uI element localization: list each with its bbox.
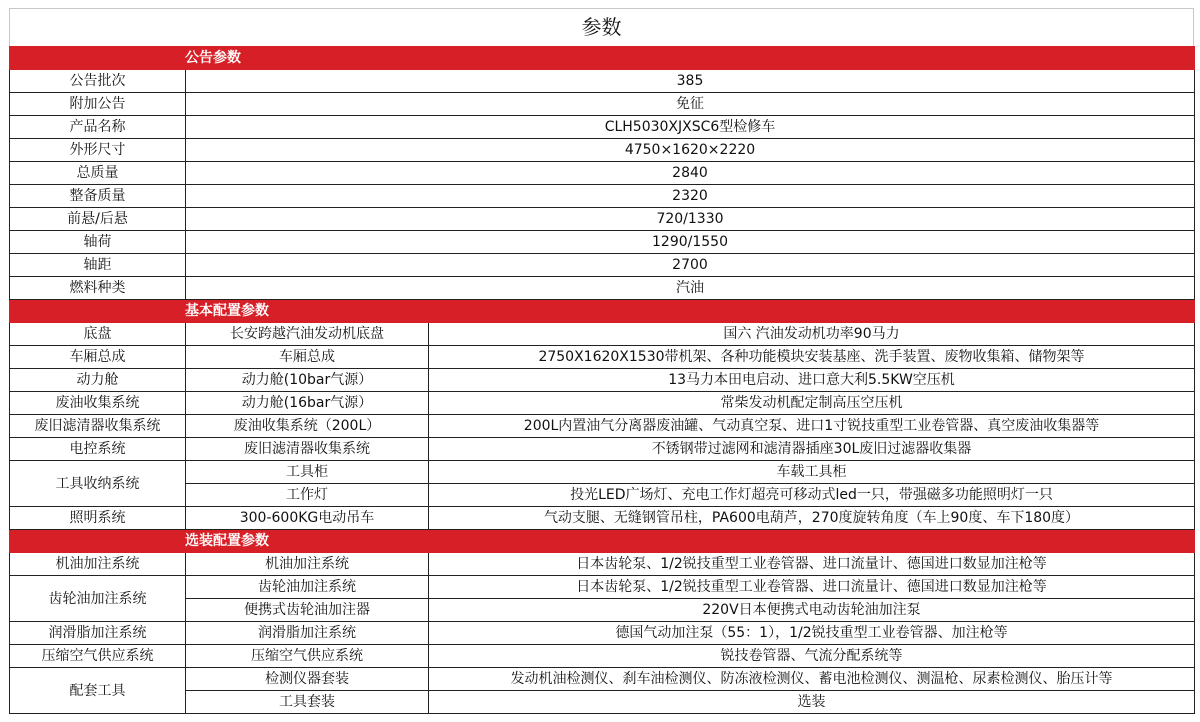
table-row <box>10 553 1195 576</box>
system-cell: 工具收纳系统 <box>10 461 186 507</box>
table-row <box>10 93 1195 116</box>
description-cell: 常柴发动机配定制高压空压机 <box>429 392 1195 415</box>
component-cell: 车厢总成 <box>186 346 429 369</box>
table-row <box>10 323 1195 346</box>
param-label: 前悬/后悬 <box>10 208 186 231</box>
table-row <box>10 645 1195 668</box>
table-row <box>10 231 1195 254</box>
system-cell: 压缩空气供应系统 <box>10 645 186 668</box>
param-value: 2700 <box>186 254 1195 277</box>
param-label: 外形尺寸 <box>10 139 186 162</box>
component-cell: 压缩空气供应系统 <box>186 645 429 668</box>
component-cell: 便携式齿轮油加注器 <box>186 599 429 622</box>
table-row <box>10 185 1195 208</box>
param-value: 1290/1550 <box>186 231 1195 254</box>
table-row <box>10 507 1195 530</box>
param-label: 附加公告 <box>10 93 186 116</box>
description-cell: 国六 汽油发动机功率90马力 <box>429 323 1195 346</box>
system-cell: 润滑脂加注系统 <box>10 622 186 645</box>
spec-sheet <box>9 8 1194 714</box>
system-cell: 废旧滤清器收集系统 <box>10 415 186 438</box>
table-row <box>10 139 1195 162</box>
param-value: CLH5030XJXSC6型检修车 <box>186 116 1195 139</box>
param-label: 整备质量 <box>10 185 186 208</box>
table-row <box>10 162 1195 185</box>
description-cell: 日本齿轮泵、1/2锐技重型工业卷管器、进口流量计、德国进口数显加注枪等 <box>429 576 1195 599</box>
description-cell: 锐技卷管器、气流分配系统等 <box>429 645 1195 668</box>
section-header-optional <box>10 530 1195 553</box>
system-cell: 电控系统 <box>10 438 186 461</box>
component-cell: 工作灯 <box>186 484 429 507</box>
param-value: 免征 <box>186 93 1195 116</box>
description-cell: 不锈钢带过滤网和滤清器插座30L废旧过滤器收集器 <box>429 438 1195 461</box>
component-cell: 300-600KG电动吊车 <box>186 507 429 530</box>
page-title: 参数 <box>9 8 1194 46</box>
description-cell: 220V日本便携式电动齿轮油加注泵 <box>429 599 1195 622</box>
param-label: 轴距 <box>10 254 186 277</box>
component-cell: 工具柜 <box>186 461 429 484</box>
system-cell: 机油加注系统 <box>10 553 186 576</box>
description-cell: 气动支腿、无缝钢管吊柱，PA600电葫芦，270度旋转角度（车上90度、车下180度） <box>429 507 1195 530</box>
table-row <box>10 461 1195 484</box>
table-row <box>10 369 1195 392</box>
table-row <box>10 277 1195 300</box>
table-row <box>10 208 1195 231</box>
component-cell: 长安跨越汽油发动机底盘 <box>186 323 429 346</box>
param-value: 2840 <box>186 162 1195 185</box>
table-row <box>10 70 1195 93</box>
table-row <box>10 254 1195 277</box>
section-header-basic <box>10 300 1195 323</box>
system-cell: 齿轮油加注系统 <box>10 576 186 622</box>
param-value: 2320 <box>186 185 1195 208</box>
param-label: 燃料种类 <box>10 277 186 300</box>
system-cell: 动力舱 <box>10 369 186 392</box>
param-value: 4750×1620×2220 <box>186 139 1195 162</box>
component-cell: 动力舱(10bar气源） <box>186 369 429 392</box>
param-value: 汽油 <box>186 277 1195 300</box>
table-row <box>10 691 1195 714</box>
component-cell: 检测仪器套装 <box>186 668 429 691</box>
table-row <box>10 668 1195 691</box>
param-label: 轴荷 <box>10 231 186 254</box>
component-cell: 废油收集系统（200L） <box>186 415 429 438</box>
component-cell: 机油加注系统 <box>186 553 429 576</box>
component-cell: 废旧滤清器收集系统 <box>186 438 429 461</box>
component-cell: 动力舱(16bar气源） <box>186 392 429 415</box>
table-row <box>10 415 1195 438</box>
description-cell: 2750X1620X1530带机架、各种功能模块安装基座、洗手装置、废物收集箱、储物架等 <box>429 346 1195 369</box>
table-row <box>10 484 1195 507</box>
table-row <box>10 576 1195 599</box>
description-cell: 车载工具柜 <box>429 461 1195 484</box>
param-value: 385 <box>186 70 1195 93</box>
param-label: 公告批次 <box>10 70 186 93</box>
param-label: 产品名称 <box>10 116 186 139</box>
system-cell: 车厢总成 <box>10 346 186 369</box>
system-cell: 底盘 <box>10 323 186 346</box>
description-cell: 200L内置油气分离器废油罐、气动真空泵、进口1寸锐技重型工业卷管器、真空废油收集器等 <box>429 415 1195 438</box>
section-title: 公告参数 <box>10 47 1195 70</box>
table-row <box>10 346 1195 369</box>
section-title: 基本配置参数 <box>10 300 1195 323</box>
component-cell: 齿轮油加注系统 <box>186 576 429 599</box>
description-cell: 选装 <box>429 691 1195 714</box>
component-cell: 工具套装 <box>186 691 429 714</box>
description-cell: 德国气动加注泵（55：1），1/2锐技重型工业卷管器、加注枪等 <box>429 622 1195 645</box>
param-value: 720/1330 <box>186 208 1195 231</box>
param-label: 总质量 <box>10 162 186 185</box>
description-cell: 发动机油检测仪、刹车油检测仪、防冻液检测仪、蓄电池检测仪、测温枪、尿素检测仪、胎压计等 <box>429 668 1195 691</box>
description-cell: 日本齿轮泵、1/2锐技重型工业卷管器、进口流量计、德国进口数显加注枪等 <box>429 553 1195 576</box>
table-row <box>10 116 1195 139</box>
description-cell: 13马力本田电启动、进口意大利5.5KW空压机 <box>429 369 1195 392</box>
system-cell: 配套工具 <box>10 668 186 714</box>
table-row <box>10 438 1195 461</box>
table-row <box>10 392 1195 415</box>
component-cell: 润滑脂加注系统 <box>186 622 429 645</box>
section-header-announcement <box>10 47 1195 70</box>
description-cell: 投光LED广场灯、充电工作灯超亮可移动式led一只，带强磁多功能照明灯一只 <box>429 484 1195 507</box>
spec-table <box>9 46 1195 714</box>
section-title: 选装配置参数 <box>10 530 1195 553</box>
table-row <box>10 622 1195 645</box>
system-cell: 废油收集系统 <box>10 392 186 415</box>
table-row <box>10 599 1195 622</box>
system-cell: 照明系统 <box>10 507 186 530</box>
